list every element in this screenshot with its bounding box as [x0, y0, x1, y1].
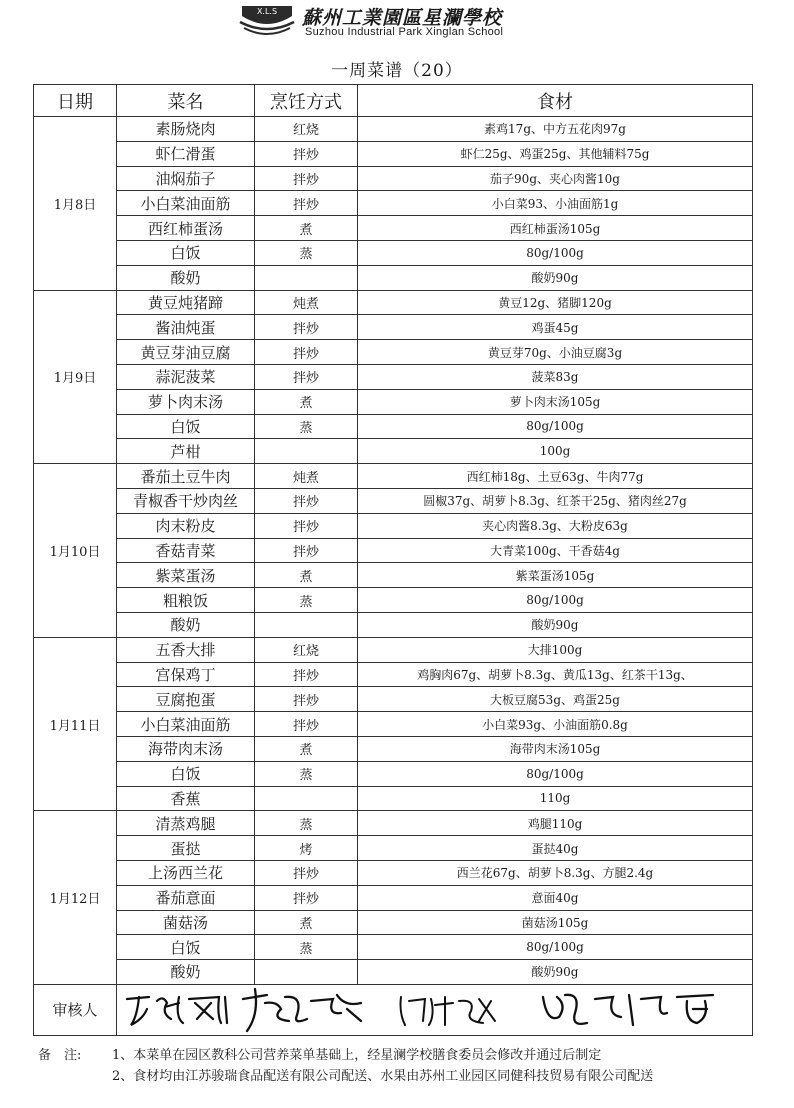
school-header — [0, 0, 794, 48]
table-row — [34, 340, 753, 365]
dish-cell: 酱油炖蛋 — [117, 315, 255, 340]
ingredients-cell: 紫菜蛋汤105g — [358, 563, 753, 588]
cook-cell: 拌炒 — [255, 538, 358, 563]
table-row — [34, 538, 753, 563]
ingredients-cell: 西红柿蛋汤105g — [358, 216, 753, 241]
ingredients-cell: 大排100g — [358, 637, 753, 662]
table-row — [34, 836, 753, 861]
ingredients-cell: 夹心肉酱8.3g、大粉皮63g — [358, 513, 753, 538]
dish-cell: 五香大排 — [117, 637, 255, 662]
table-row — [34, 960, 753, 985]
dish-cell: 豆腐抱蛋 — [117, 687, 255, 712]
menu-body — [34, 117, 753, 1036]
dish-cell: 萝卜肉末汤 — [117, 389, 255, 414]
dish-cell: 蛋挞 — [117, 836, 255, 861]
dish-cell: 小白菜油面筋 — [117, 712, 255, 737]
table-row — [34, 786, 753, 811]
ingredients-cell: 茄子90g、夹心肉酱10g — [358, 166, 753, 191]
ingredients-cell: 菌菇汤105g — [358, 910, 753, 935]
ingredients-cell: 鸡腿110g — [358, 811, 753, 836]
dish-cell: 油焖茄子 — [117, 166, 255, 191]
cook-cell: 拌炒 — [255, 860, 358, 885]
table-row — [34, 290, 753, 315]
table-row — [34, 910, 753, 935]
dish-cell: 白饭 — [117, 935, 255, 960]
cook-cell: 烤 — [255, 836, 358, 861]
table-row — [34, 141, 753, 166]
cook-cell: 蒸 — [255, 588, 358, 613]
table-row — [34, 588, 753, 613]
cook-cell: 红烧 — [255, 637, 358, 662]
dish-cell: 香蕉 — [117, 786, 255, 811]
ingredients-cell: 酸奶90g — [358, 960, 753, 985]
table-row — [34, 315, 753, 340]
table-row — [34, 811, 753, 836]
dish-cell: 黄豆芽油豆腐 — [117, 340, 255, 365]
cook-cell — [255, 439, 358, 464]
dish-cell: 西红柿蛋汤 — [117, 216, 255, 241]
cook-cell: 拌炒 — [255, 662, 358, 687]
ingredients-cell: 黄豆12g、猪脚120g — [358, 290, 753, 315]
table-row — [34, 687, 753, 712]
cook-cell: 拌炒 — [255, 687, 358, 712]
table-row — [34, 117, 753, 142]
ingredients-cell: 80g/100g — [358, 761, 753, 786]
cook-cell: 拌炒 — [255, 712, 358, 737]
cook-cell: 蒸 — [255, 414, 358, 439]
dish-cell: 黄豆炖猪蹄 — [117, 290, 255, 315]
dish-cell: 菌菇汤 — [117, 910, 255, 935]
notes-label: 备 注: — [38, 1048, 82, 1063]
table-row — [34, 389, 753, 414]
cook-cell — [255, 960, 358, 985]
ingredients-cell: 大板豆腐53g、鸡蛋25g — [358, 687, 753, 712]
cook-cell: 红烧 — [255, 117, 358, 142]
ingredients-cell: 大青菜100g、干香菇4g — [358, 538, 753, 563]
table-row — [34, 563, 753, 588]
table-row — [34, 216, 753, 241]
cook-cell: 煮 — [255, 910, 358, 935]
table-row — [34, 488, 753, 513]
signature-2 — [237, 985, 367, 1033]
dish-cell: 清蒸鸡腿 — [117, 811, 255, 836]
ingredients-cell: 蛋挞40g — [358, 836, 753, 861]
school-name-cn: 蘇州工業園區星瀾學校 — [302, 7, 503, 29]
cook-cell: 拌炒 — [255, 513, 358, 538]
dish-cell: 素肠烧肉 — [117, 117, 255, 142]
column-header-cooking: 烹饪方式 — [255, 85, 358, 117]
dish-cell: 紫菜蛋汤 — [117, 563, 255, 588]
reviewer-row — [34, 984, 753, 1035]
cook-cell: 蒸 — [255, 240, 358, 265]
table-row — [34, 860, 753, 885]
cook-cell: 煮 — [255, 736, 358, 761]
cook-cell: 拌炒 — [255, 364, 358, 389]
table-row — [34, 240, 753, 265]
reviewer-label: 审核人 — [34, 984, 117, 1035]
ingredients-cell: 西兰花67g、胡萝卜8.3g、方腿2.4g — [358, 860, 753, 885]
ingredients-cell: 萝卜肉末汤105g — [358, 389, 753, 414]
cook-cell — [255, 265, 358, 290]
table-row — [34, 464, 753, 489]
signature-3 — [395, 991, 505, 1031]
dish-cell: 白饭 — [117, 240, 255, 265]
cook-cell: 拌炒 — [255, 340, 358, 365]
school-name-en: Suzhou Industrial Park Xinglan School — [305, 26, 504, 38]
cook-cell: 蒸 — [255, 761, 358, 786]
table-row — [34, 265, 753, 290]
signature-4 — [537, 987, 727, 1033]
reviewer-signatures — [117, 984, 753, 1035]
table-row — [34, 662, 753, 687]
dish-cell: 上汤西兰花 — [117, 860, 255, 885]
ingredients-cell: 鸡胸肉67g、胡萝卜8.3g、黄瓜13g、红茶干13g、 — [358, 662, 753, 687]
dish-cell: 酸奶 — [117, 265, 255, 290]
ingredients-cell: 鸡蛋45g — [358, 315, 753, 340]
table-row — [34, 761, 753, 786]
logo-text: X.L.S — [256, 7, 278, 16]
cook-cell: 拌炒 — [255, 191, 358, 216]
date-cell: 1月10日 — [34, 464, 117, 638]
dish-cell: 白饭 — [117, 414, 255, 439]
cook-cell: 煮 — [255, 389, 358, 414]
cook-cell: 炖煮 — [255, 290, 358, 315]
dish-cell: 香菇青菜 — [117, 538, 255, 563]
table-row — [34, 885, 753, 910]
dish-cell: 海带肉末汤 — [117, 736, 255, 761]
table-row — [34, 612, 753, 637]
dish-cell: 青椒香干炒肉丝 — [117, 488, 255, 513]
cook-cell: 拌炒 — [255, 141, 358, 166]
ingredients-cell: 100g — [358, 439, 753, 464]
dish-cell: 肉末粉皮 — [117, 513, 255, 538]
ingredients-cell: 酸奶90g — [358, 265, 753, 290]
column-header-ingredients: 食材 — [358, 85, 753, 117]
table-header-row — [34, 85, 753, 117]
cook-cell: 炖煮 — [255, 464, 358, 489]
dish-cell: 虾仁滑蛋 — [117, 141, 255, 166]
ingredients-cell: 酸奶90g — [358, 612, 753, 637]
cook-cell: 煮 — [255, 563, 358, 588]
cook-cell — [255, 612, 358, 637]
date-cell: 1月8日 — [34, 117, 117, 291]
table-row — [34, 414, 753, 439]
cook-cell: 蒸 — [255, 935, 358, 960]
ingredients-cell: 菠菜83g — [358, 364, 753, 389]
table-row — [34, 637, 753, 662]
dish-cell: 番茄意面 — [117, 885, 255, 910]
table-row — [34, 439, 753, 464]
ingredients-cell: 小白菜93、小油面筋1g — [358, 191, 753, 216]
ingredients-cell: 黄豆芽70g、小油豆腐3g — [358, 340, 753, 365]
table-row — [34, 364, 753, 389]
ingredients-cell: 80g/100g — [358, 935, 753, 960]
menu-table — [33, 84, 753, 1036]
notes-line-1: 1、本菜单在园区教科公司营养菜单基础上，经星澜学校膳食委员会修改并通过后制定 — [112, 1048, 602, 1063]
ingredients-cell: 虾仁25g、鸡蛋25g、其他辅料75g — [358, 141, 753, 166]
table-row — [34, 935, 753, 960]
dish-cell: 酸奶 — [117, 960, 255, 985]
ingredients-cell: 意面40g — [358, 885, 753, 910]
cook-cell: 拌炒 — [255, 488, 358, 513]
table-row — [34, 191, 753, 216]
page-title: 一周菜谱（20） — [331, 61, 463, 81]
school-logo-icon — [238, 2, 296, 42]
cook-cell: 拌炒 — [255, 166, 358, 191]
ingredients-cell: 80g/100g — [358, 414, 753, 439]
dish-cell: 宫保鸡丁 — [117, 662, 255, 687]
ingredients-cell: 素鸡17g、中方五花肉97g — [358, 117, 753, 142]
date-cell: 1月9日 — [34, 290, 117, 464]
cook-cell: 拌炒 — [255, 885, 358, 910]
dish-cell: 酸奶 — [117, 612, 255, 637]
date-cell: 1月11日 — [34, 637, 117, 811]
ingredients-cell: 海带肉末汤105g — [358, 736, 753, 761]
date-cell: 1月12日 — [34, 811, 117, 985]
ingredients-cell: 110g — [358, 786, 753, 811]
table-row — [34, 513, 753, 538]
column-header-date: 日期 — [34, 85, 117, 117]
ingredients-cell: 小白菜93g、小油面筋0.8g — [358, 712, 753, 737]
column-header-dish: 菜名 — [117, 85, 255, 117]
notes-line-2: 2、食材均由江苏骏瑞食品配送有限公司配送、水果由苏州工业园区同健科技贸易有限公司配送 — [112, 1069, 654, 1084]
ingredients-cell: 80g/100g — [358, 588, 753, 613]
cook-cell: 蒸 — [255, 811, 358, 836]
signature-1 — [123, 989, 233, 1031]
dish-cell: 番茄土豆牛肉 — [117, 464, 255, 489]
cook-cell — [255, 786, 358, 811]
cook-cell: 拌炒 — [255, 315, 358, 340]
ingredients-cell: 圆椒37g、胡萝卜8.3g、红茶干25g、猪肉丝27g — [358, 488, 753, 513]
table-row — [34, 736, 753, 761]
table-row — [34, 166, 753, 191]
dish-cell: 蒜泥菠菜 — [117, 364, 255, 389]
dish-cell: 小白菜油面筋 — [117, 191, 255, 216]
dish-cell: 粗粮饭 — [117, 588, 255, 613]
dish-cell: 白饭 — [117, 761, 255, 786]
ingredients-cell: 80g/100g — [358, 240, 753, 265]
cook-cell: 煮 — [255, 216, 358, 241]
dish-cell: 芦柑 — [117, 439, 255, 464]
ingredients-cell: 西红柿18g、土豆63g、牛肉77g — [358, 464, 753, 489]
table-row — [34, 712, 753, 737]
